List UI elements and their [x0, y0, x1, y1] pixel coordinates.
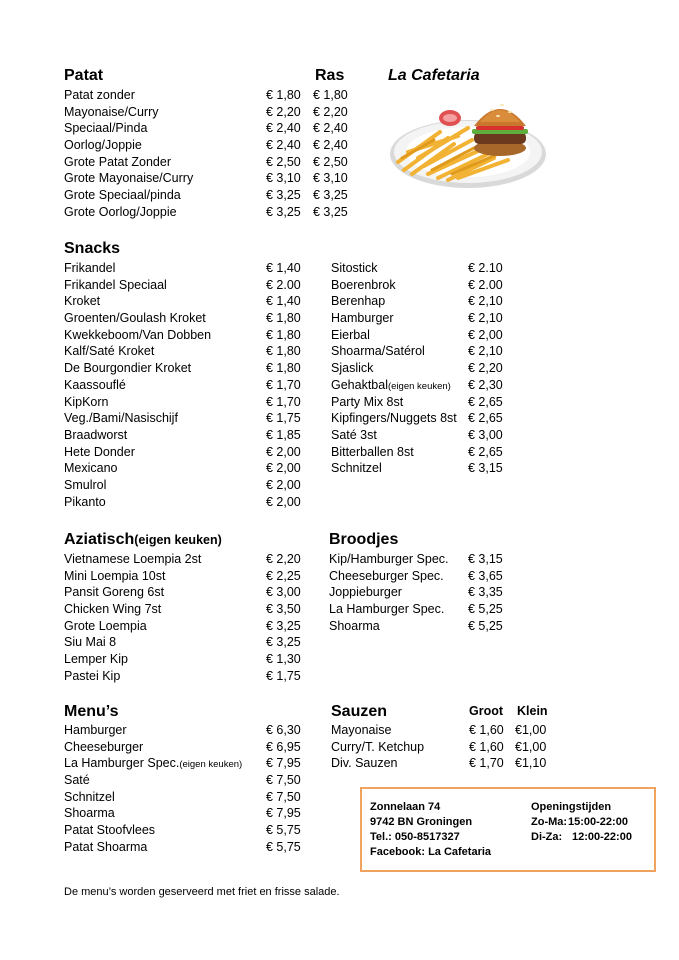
menu-item-row	[331, 293, 531, 310]
menu-item-row	[64, 601, 314, 618]
item-price: € 1,40	[266, 261, 301, 275]
item-name	[64, 204, 177, 221]
item-price: € 1,40	[266, 294, 301, 309]
item-name-text: Saté	[64, 773, 90, 788]
menu-item-row	[331, 739, 571, 756]
item-price: € 7,50	[266, 773, 301, 788]
item-name-text: Siu Mai 8	[64, 635, 117, 650]
menu-item-row	[64, 651, 314, 668]
item-name-text: Patat Shoarma	[64, 839, 148, 854]
menu-item-row	[64, 394, 314, 411]
item-name-text: Grote Speciaal/pinda	[64, 188, 181, 203]
item-name-text: Div. Sauzen	[331, 756, 398, 771]
item-name-text: La Hamburger Spec.	[329, 602, 445, 617]
item-name	[64, 293, 100, 310]
menu-item-row	[64, 187, 364, 204]
item-ras-price: € 1,80	[313, 88, 348, 102]
patat-heading: Patat	[64, 67, 104, 84]
item-name	[64, 427, 127, 444]
item-name	[64, 584, 164, 601]
item-price: € 1,70	[266, 377, 301, 392]
item-name-text: Shoarma/Satérol	[331, 344, 425, 359]
menu-item-row	[329, 584, 529, 601]
item-name-text: Grote Loempia	[64, 618, 147, 633]
item-price: € 1,80	[266, 88, 301, 102]
item-price: € 3,25	[266, 618, 301, 633]
menu-item-row	[329, 618, 529, 635]
menu-item-row	[331, 394, 531, 411]
item-name	[331, 277, 396, 294]
aziatisch-list	[64, 551, 314, 685]
item-name-text: Pikanto	[64, 494, 106, 509]
item-name	[64, 187, 181, 204]
item-name	[64, 104, 158, 121]
item-price: € 1,80	[266, 311, 301, 326]
item-name-text: Groenten/Goulash Kroket	[64, 311, 206, 326]
item-name	[64, 739, 143, 756]
phone-number: Tel.: 050-8517327	[370, 831, 460, 843]
item-name-text: Frikandel Speciaal	[64, 277, 167, 292]
item-name-text: Veg./Bami/Nasischijf	[64, 411, 178, 426]
item-name	[329, 551, 449, 568]
item-price: € 3,25	[266, 204, 301, 219]
item-klein-price: €1,10	[515, 756, 547, 771]
item-name-text: Patat Stoofvlees	[64, 823, 156, 838]
item-name-text: Mexicano	[64, 461, 118, 476]
item-name	[64, 120, 147, 137]
menu-item-row	[64, 360, 314, 377]
item-price: € 2,25	[266, 568, 301, 583]
hours-di-za-day: Di-Za:	[531, 831, 563, 843]
menu-item-row	[64, 618, 314, 635]
menu-item-row	[331, 277, 531, 294]
patat-list	[64, 87, 364, 221]
item-name	[329, 584, 402, 601]
item-name-text: Shoarma	[64, 806, 115, 821]
sauzen-klein-header: Klein	[517, 704, 548, 718]
item-price: € 1,75	[266, 411, 301, 426]
menu-item-row	[64, 477, 314, 494]
item-name-text: Mayonaise	[331, 723, 392, 737]
menu-item-row	[64, 137, 364, 154]
menu-item-row	[64, 789, 314, 806]
item-price: € 2,00	[468, 327, 503, 342]
item-name	[64, 137, 142, 154]
item-name-text: Vietnamese Loempia 2st	[64, 552, 202, 566]
menu-item-row	[64, 310, 314, 327]
item-ras-price: € 3,25	[313, 188, 348, 203]
item-price: € 7,95	[266, 806, 301, 821]
item-price: € 3,15	[468, 461, 503, 476]
item-name-text: Mini Loempia 10st	[64, 568, 166, 583]
item-name-text: Kroket	[64, 294, 101, 309]
item-name-text: Speciaal/Pinda	[64, 121, 148, 136]
item-name	[64, 839, 147, 856]
item-price: € 2,65	[468, 444, 503, 459]
item-note: (eigen keuken)	[179, 759, 243, 771]
item-name	[329, 618, 380, 635]
item-price: € 1,30	[266, 652, 301, 667]
item-name-text: Pastei Kip	[64, 668, 121, 683]
item-name	[64, 154, 171, 171]
menu-item-row	[64, 839, 314, 856]
item-price: € 2,00	[266, 461, 301, 476]
item-name	[64, 343, 154, 360]
item-price: € 3,35	[468, 585, 503, 600]
aziatisch-heading: Aziatisch(eigen keuken)	[64, 531, 222, 548]
item-name	[331, 460, 382, 477]
broodjes-heading: Broodjes	[329, 531, 399, 548]
item-name-text: Frikandel	[64, 261, 116, 275]
item-price: € 7,95	[266, 756, 301, 771]
item-klein-price: €1,00	[515, 739, 547, 754]
item-name	[331, 327, 370, 344]
item-price: € 2.00	[266, 277, 301, 292]
item-price: € 6,95	[266, 739, 301, 754]
item-price: € 7,50	[266, 789, 301, 804]
item-name-text: Saté 3st	[331, 427, 377, 442]
menu-item-row	[64, 668, 314, 685]
menus-heading: Menu’s	[64, 703, 119, 720]
item-name-text: Kip/Hamburger Spec.	[329, 552, 449, 566]
item-name	[331, 722, 391, 739]
menu-item-row	[64, 568, 314, 585]
item-price: € 3,65	[468, 568, 503, 583]
address-line-2: 9742 BN Groningen	[370, 816, 473, 828]
item-name	[331, 394, 403, 411]
item-name-text: Pansit Goreng 6st	[64, 585, 165, 600]
sauzen-heading: Sauzen	[331, 703, 388, 720]
address-line-1: Zonnelaan 74	[370, 801, 441, 813]
item-name	[64, 772, 90, 789]
menu-item-row	[64, 204, 364, 221]
menu-item-row	[329, 601, 529, 618]
menu-item-row	[331, 460, 531, 477]
menu-item-row	[329, 568, 529, 585]
broodjes-list	[329, 551, 529, 634]
item-name-text: Shoarma	[329, 618, 380, 633]
item-price: € 2,65	[468, 394, 503, 409]
burger-fries-plate-image	[388, 88, 550, 194]
item-name-text: Sitostick	[331, 261, 378, 275]
menu-item-row	[331, 310, 531, 327]
item-price: € 3,10	[266, 171, 301, 186]
menu-item-row	[64, 277, 314, 294]
item-price: € 1,70	[469, 756, 504, 771]
item-name-text: Grote Patat Zonder	[64, 154, 172, 169]
sauzen-groot-header: Groot	[469, 704, 504, 718]
item-price: € 2,00	[266, 444, 301, 459]
item-ras-price: € 3,10	[313, 171, 348, 186]
item-price: € 2,20	[266, 552, 301, 566]
item-name	[64, 805, 115, 822]
item-ras-price: € 2,40	[313, 121, 348, 136]
menu-item-row	[331, 755, 571, 772]
item-name-text: KipKorn	[64, 394, 109, 409]
item-name-text: Schnitzel	[64, 789, 115, 804]
menu-item-row	[331, 343, 531, 360]
item-name-text: Grote Oorlog/Joppie	[64, 204, 177, 219]
item-name	[64, 618, 147, 635]
item-name-text: Hamburger	[64, 723, 127, 737]
item-ras-price: € 2,40	[313, 138, 348, 153]
item-name-text: Bitterballen 8st	[331, 444, 414, 459]
item-name-text: Patat zonder	[64, 88, 135, 102]
item-name	[331, 260, 378, 277]
item-name	[64, 551, 201, 568]
item-name	[331, 293, 385, 310]
item-name	[64, 87, 135, 104]
menu-item-row	[64, 772, 314, 789]
item-price: € 2,30	[468, 377, 503, 392]
item-name-text: Gehaktbal	[331, 377, 388, 392]
menu-item-row	[64, 551, 314, 568]
item-name	[64, 601, 161, 618]
item-price: € 3,15	[468, 552, 503, 566]
item-name	[331, 410, 457, 427]
item-name	[64, 310, 206, 327]
item-price: € 1,60	[469, 723, 504, 737]
item-name-text: Oorlog/Joppie	[64, 138, 142, 153]
item-name-text: Kalf/Saté Kroket	[64, 344, 155, 359]
menu-item-row	[64, 722, 314, 739]
item-price: € 2,10	[468, 294, 503, 309]
menu-item-row	[331, 377, 531, 394]
menu-item-row	[64, 260, 314, 277]
item-name-text: Mayonaise/Curry	[64, 104, 159, 119]
menu-item-row	[64, 170, 364, 187]
item-name-text: Sjaslick	[331, 361, 374, 376]
menus-list	[64, 722, 314, 856]
menu-item-row	[64, 410, 314, 427]
item-name-text: Kipfingers/Nuggets 8st	[331, 411, 457, 426]
item-name-text: Grote Mayonaise/Curry	[64, 171, 194, 186]
item-price: € 5,75	[266, 839, 301, 854]
item-name	[331, 360, 373, 377]
item-price: € 2,20	[468, 361, 503, 376]
item-name	[331, 427, 377, 444]
item-name-text: Berenhap	[331, 294, 386, 309]
item-name	[64, 170, 193, 187]
item-ras-price: € 3,25	[313, 204, 348, 219]
item-name	[64, 277, 167, 294]
item-price: € 5,25	[468, 618, 503, 633]
menu-item-row	[64, 87, 364, 104]
item-name	[64, 789, 115, 806]
menu-item-row	[64, 739, 314, 756]
item-price: € 3,00	[266, 585, 301, 600]
item-name-text: Party Mix 8st	[331, 394, 404, 409]
menu-item-row	[64, 444, 314, 461]
ras-heading: Ras	[315, 67, 345, 84]
item-name	[331, 739, 424, 756]
item-name	[331, 444, 414, 461]
item-name	[331, 310, 394, 327]
item-name-text: Kaassouflé	[64, 377, 126, 392]
item-price: € 2,10	[468, 344, 503, 359]
menu-item-row	[331, 427, 531, 444]
snacks-left-list	[64, 260, 314, 510]
menu-item-row	[64, 494, 314, 511]
item-name-text: De Bourgondier Kroket	[64, 361, 192, 376]
menu-item-row	[331, 327, 531, 344]
snacks-heading: Snacks	[64, 240, 121, 257]
hours-zo-ma-day: Zo-Ma:	[531, 816, 568, 828]
menu-item-row	[64, 755, 314, 772]
item-price: € 2.10	[468, 261, 503, 275]
sauzen-list	[331, 722, 571, 772]
item-price: € 2,40	[266, 121, 301, 136]
item-name	[64, 377, 126, 394]
item-price: € 1,60	[469, 739, 504, 754]
item-name-text: Joppieburger	[329, 585, 402, 600]
menu-item-row	[331, 410, 531, 427]
menu-item-row	[64, 822, 314, 839]
menu-item-row	[329, 551, 529, 568]
item-name	[64, 568, 165, 585]
menu-item-row	[64, 460, 314, 477]
menu-item-row	[64, 343, 314, 360]
menu-item-row	[64, 154, 364, 171]
item-klein-price: €1,00	[515, 723, 547, 737]
item-price: € 2,00	[266, 477, 301, 492]
item-price: € 1,80	[266, 344, 301, 359]
item-price: € 3,50	[266, 602, 301, 617]
item-name	[64, 410, 178, 427]
item-price: € 6,30	[266, 723, 301, 737]
item-name-text: Chicken Wing 7st	[64, 602, 162, 617]
item-name	[64, 668, 120, 685]
menu-item-row	[64, 805, 314, 822]
item-name	[329, 568, 444, 585]
menu-item-row	[64, 584, 314, 601]
item-price: € 2,40	[266, 138, 301, 153]
item-price: € 5,75	[266, 823, 301, 838]
item-name-text: Boerenbrok	[331, 277, 396, 292]
item-price: € 2,00	[266, 494, 301, 509]
item-name-text: Braadworst	[64, 427, 128, 442]
item-name	[64, 327, 211, 344]
item-name	[329, 601, 444, 618]
menu-item-row	[64, 377, 314, 394]
item-price: € 3,25	[266, 635, 301, 650]
item-name-text: La Hamburger Spec.	[64, 756, 180, 771]
contact-info-box	[360, 787, 656, 872]
item-price: € 1,70	[266, 394, 301, 409]
opening-hours-title: Openingstijden	[531, 801, 612, 813]
item-ras-price: € 2,20	[313, 104, 348, 119]
item-name	[64, 722, 127, 739]
item-note: (eigen keuken)	[387, 380, 451, 392]
item-name	[64, 494, 106, 511]
item-price: € 3,00	[468, 427, 503, 442]
item-price: € 5,25	[468, 602, 503, 617]
item-name-text: Cheeseburger Spec.	[329, 568, 444, 583]
item-name-text: Kwekkeboom/Van Dobben	[64, 327, 212, 342]
item-ras-price: € 2,50	[313, 154, 348, 169]
item-name-text: Smulrol	[64, 477, 107, 492]
item-price: € 1,75	[266, 668, 301, 683]
item-name	[64, 260, 115, 277]
item-name-text: Cheeseburger	[64, 739, 144, 754]
facebook-page: Facebook: La Cafetaria	[370, 846, 492, 858]
menu-item-row	[331, 260, 531, 277]
item-name	[64, 822, 155, 839]
brand-title: La Cafetaria	[388, 67, 480, 84]
item-price: € 1,80	[266, 327, 301, 342]
item-name-text: Hamburger	[331, 311, 394, 326]
item-price: € 2,65	[468, 411, 503, 426]
item-name-text: Lemper Kip	[64, 652, 128, 667]
item-name	[331, 343, 425, 360]
menu-item-row	[64, 327, 314, 344]
item-name	[64, 651, 128, 668]
menu-item-row	[331, 722, 571, 739]
menu-item-row	[331, 444, 531, 461]
item-price: € 2,20	[266, 104, 301, 119]
item-name	[64, 460, 118, 477]
item-name	[64, 360, 191, 377]
item-name-text: Curry/T. Ketchup	[331, 739, 425, 754]
menu-item-row	[64, 120, 364, 137]
item-name	[64, 444, 135, 461]
hours-di-za-time: 12:00-22:00	[572, 831, 632, 843]
item-price: € 1,80	[266, 361, 301, 376]
item-price: € 2,50	[266, 154, 301, 169]
item-price: € 2.00	[468, 277, 503, 292]
menu-item-row	[64, 293, 314, 310]
footer-note: De menu’s worden geserveerd met friet en frisse salade.	[64, 886, 340, 898]
item-name	[64, 634, 116, 651]
item-name	[331, 755, 397, 772]
item-name	[64, 394, 108, 411]
snacks-right-list	[331, 260, 531, 477]
item-price: € 3,25	[266, 188, 301, 203]
item-name-text: Eierbal	[331, 327, 370, 342]
item-name-text: Schnitzel	[331, 461, 382, 476]
item-price: € 1,85	[266, 427, 301, 442]
menu-item-row	[64, 104, 364, 121]
item-name-text: Hete Donder	[64, 444, 135, 459]
menu-item-row	[64, 427, 314, 444]
hours-zo-ma-time: 15:00-22:00	[568, 816, 628, 828]
item-name	[64, 477, 106, 494]
menu-item-row	[64, 634, 314, 651]
menu-item-row	[331, 360, 531, 377]
item-price: € 2,10	[468, 311, 503, 326]
